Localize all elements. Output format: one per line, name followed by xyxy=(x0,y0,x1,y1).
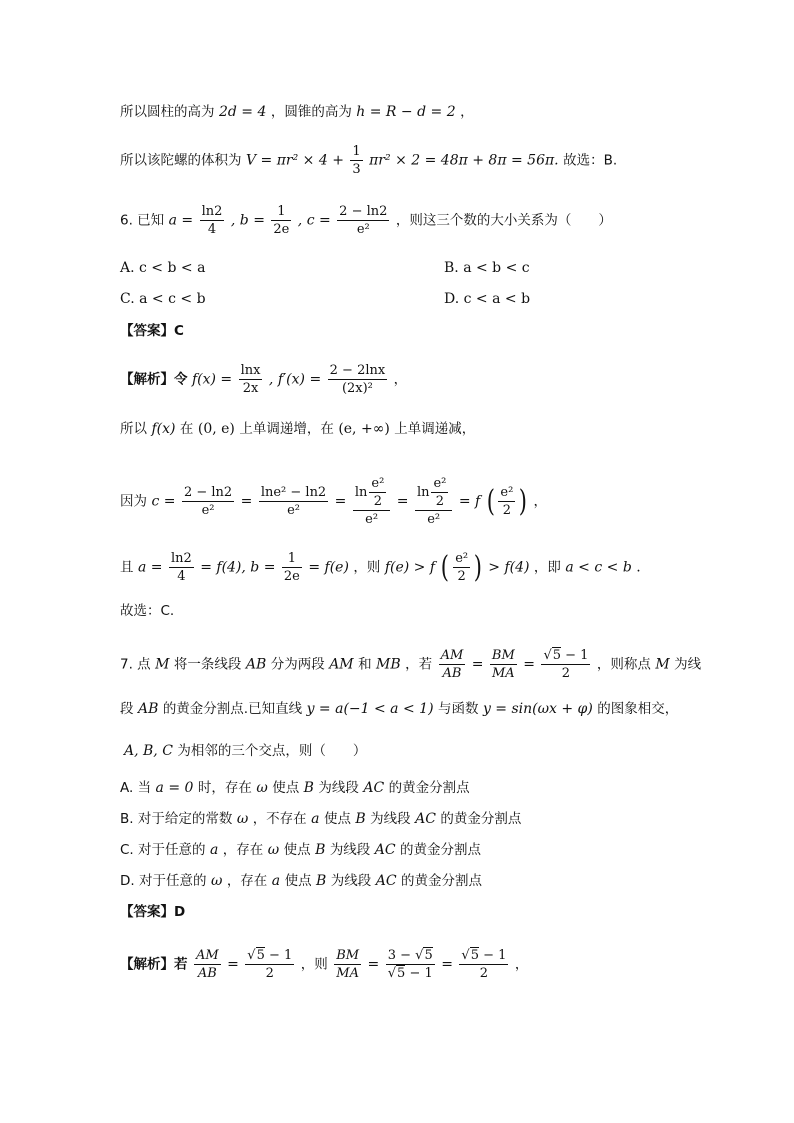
math: y = a(−1 < a < 1) xyxy=(306,701,434,717)
denominator: 2e xyxy=(273,222,290,237)
math: > f(4) xyxy=(488,559,530,576)
math: , b = xyxy=(230,212,265,229)
math: B xyxy=(303,780,314,796)
text: 的图象相交， xyxy=(597,701,679,717)
fraction xyxy=(453,550,470,585)
math: = xyxy=(441,956,453,973)
math: a xyxy=(209,842,219,858)
fraction xyxy=(239,362,263,397)
fraction xyxy=(259,484,328,519)
text-line-cylinder-height xyxy=(120,102,474,122)
text: 和 xyxy=(358,656,372,673)
text: ，则称点 xyxy=(596,656,651,673)
denominator: e² xyxy=(365,512,379,527)
numerator: BM xyxy=(491,648,515,663)
text: B. 对于给定的常数 xyxy=(120,811,233,827)
fraction xyxy=(200,203,225,238)
denominator: 2 xyxy=(265,966,274,981)
fraction xyxy=(415,475,452,528)
fraction xyxy=(182,484,234,519)
sqrt-content: 5 xyxy=(470,948,479,963)
text: 使点 xyxy=(272,780,300,796)
option-a xyxy=(120,778,470,798)
math: y = sin(ωx + φ) xyxy=(482,701,593,717)
text: 为线段 xyxy=(330,873,372,889)
denominator: √5 − 1 xyxy=(387,966,433,981)
denominator: AB xyxy=(442,666,462,681)
denominator: 2 xyxy=(561,666,571,681)
fraction xyxy=(194,947,221,982)
rest: − 1 xyxy=(405,966,433,981)
rest: − 1 xyxy=(478,948,507,963)
math: (0, e) xyxy=(197,421,235,437)
math: AC xyxy=(374,842,396,858)
text: 的黄金分割点 xyxy=(400,842,482,858)
text: 与函数 xyxy=(437,701,479,717)
question-7-stem-line-1 xyxy=(120,647,701,682)
math: = xyxy=(396,493,409,510)
text: 为线段 xyxy=(370,811,411,827)
denominator: MA xyxy=(336,966,359,981)
numerator: 1 xyxy=(352,144,361,159)
math: a < c < b xyxy=(565,559,632,576)
denominator: 4 xyxy=(177,569,186,584)
numerator: e² xyxy=(371,476,385,491)
text: 因为 xyxy=(120,493,147,510)
fraction xyxy=(334,947,361,982)
math: = xyxy=(523,656,535,673)
math: 2d = 4 xyxy=(218,104,267,120)
fraction xyxy=(271,203,291,238)
fraction xyxy=(541,647,590,682)
text: ，即 xyxy=(533,559,561,576)
math: a xyxy=(311,811,320,827)
numerator: 2 − 2lnx xyxy=(329,363,386,378)
numerator: AM xyxy=(440,648,464,663)
text: ， xyxy=(460,104,474,120)
math: = f xyxy=(458,493,481,510)
text: 分为两段 xyxy=(270,656,325,673)
text: 的黄金分割点 xyxy=(440,811,522,827)
math: f(e) > f xyxy=(384,559,436,576)
text: 为线段 xyxy=(318,780,359,796)
fraction xyxy=(490,647,517,682)
math: f(x) xyxy=(151,421,176,437)
math: V = πr² × 4 + xyxy=(245,152,349,169)
math: ω xyxy=(210,873,223,889)
math: a = 0 xyxy=(155,780,194,796)
text: 使点 xyxy=(323,811,351,827)
sqrt-content: 5 xyxy=(424,948,433,963)
right-paren: ) xyxy=(473,549,483,585)
text: A. 当 xyxy=(120,780,152,796)
text: 使点 xyxy=(283,842,311,858)
text: C. 对于任意的 xyxy=(120,842,206,858)
math: M xyxy=(155,656,170,673)
question-number: 7. 点 xyxy=(120,656,151,673)
analysis-line-1 xyxy=(120,362,407,397)
fraction xyxy=(245,947,294,982)
text: 上单调递减， xyxy=(394,421,476,437)
analysis-label: 【解析】令 xyxy=(120,371,188,388)
fraction xyxy=(328,362,388,397)
text: 为相邻的三个交点，则（ ） xyxy=(177,743,367,759)
text: ，存在 xyxy=(222,842,264,858)
question-7-stem-line-3 xyxy=(124,741,366,761)
pre: 3 − xyxy=(387,948,416,963)
option-b xyxy=(120,809,521,829)
denominator: 2 xyxy=(502,503,511,518)
math: ω xyxy=(267,842,280,858)
math: = xyxy=(334,493,347,510)
math: a = xyxy=(168,212,194,229)
fraction xyxy=(386,947,435,982)
denominator: e² xyxy=(356,222,370,237)
text-line-volume xyxy=(120,143,617,178)
fraction xyxy=(459,947,508,982)
math: = xyxy=(227,956,239,973)
text: 的黄金分割点.已知直线 xyxy=(162,701,303,717)
denominator: e² xyxy=(427,512,441,527)
numerator: BM xyxy=(336,948,360,963)
analysis-label: 【解析】若 xyxy=(120,956,188,973)
denominator: 2 xyxy=(435,494,445,509)
text: 使点 xyxy=(284,873,312,889)
denominator: 2 xyxy=(373,494,382,509)
denominator: 3 xyxy=(352,162,361,177)
numerator: e² xyxy=(433,476,447,491)
denominator: 2 xyxy=(479,966,489,981)
analysis-line-2 xyxy=(120,419,475,439)
denominator: 2x xyxy=(242,381,259,396)
ln-text: ln xyxy=(354,485,368,500)
text: 所以该陀螺的体积为 xyxy=(120,152,242,169)
ln-text: ln xyxy=(416,485,430,500)
answer-label: 【答案】D xyxy=(120,904,186,920)
fraction xyxy=(337,203,389,238)
math: AC xyxy=(415,811,436,827)
text: 的黄金分割点 xyxy=(401,873,483,889)
math: B xyxy=(355,811,366,827)
question-7-stem-line-2 xyxy=(120,699,678,719)
math: AM xyxy=(329,656,354,673)
numerator: lnx xyxy=(240,363,261,378)
text: ，若 xyxy=(405,656,433,673)
text: ， xyxy=(393,371,408,388)
numerator: 2 − ln2 xyxy=(339,204,388,219)
math: AC xyxy=(363,780,385,796)
math: , f′(x) = xyxy=(268,371,322,388)
denominator: AB xyxy=(197,966,217,981)
numerator: AM xyxy=(195,948,219,963)
text: ， xyxy=(533,493,547,510)
text: 上单调递增，在 xyxy=(239,421,334,437)
math: MB xyxy=(376,656,401,673)
math: h = R − d = 2 xyxy=(356,104,456,120)
text: 时，存在 xyxy=(197,780,252,796)
text: ，不存在 xyxy=(252,811,307,827)
numerator: ln2 xyxy=(170,551,192,566)
math: ω xyxy=(256,780,268,796)
math: , c = xyxy=(297,212,331,229)
numerator: √5 − 1 xyxy=(461,948,507,963)
text: 的黄金分割点 xyxy=(388,780,470,796)
sqrt-content: 5 xyxy=(256,948,265,963)
fraction xyxy=(282,550,302,585)
rest: − 1 xyxy=(264,948,293,963)
denominator: e² xyxy=(287,503,300,518)
numerator xyxy=(353,475,390,511)
text: 在 xyxy=(179,421,194,437)
numerator: √5 − 1 xyxy=(247,948,293,963)
numerator: 1 xyxy=(282,550,302,568)
math: = f(4), b = xyxy=(200,559,276,576)
text: 所以 xyxy=(120,421,147,437)
sqrt-content: 5 xyxy=(552,648,562,663)
denominator: MA xyxy=(492,666,515,681)
math: B xyxy=(316,873,327,889)
text: D. 对于任意的 xyxy=(120,873,207,889)
text: 段 xyxy=(120,701,134,717)
text: ，存在 xyxy=(226,873,268,889)
math: c = xyxy=(151,493,176,510)
conclusion: 故选：C. xyxy=(120,603,175,619)
left-paren: ( xyxy=(486,483,495,519)
numerator xyxy=(415,475,452,511)
math: = xyxy=(471,656,484,673)
math: a xyxy=(271,873,281,889)
text: 将一条线段 xyxy=(173,656,242,673)
numerator: e² xyxy=(500,485,514,500)
math: AC xyxy=(375,873,397,889)
inner-fraction xyxy=(369,475,386,510)
text: 为线段 xyxy=(329,842,371,858)
inner-fraction xyxy=(431,475,448,510)
text: 且 xyxy=(120,559,134,576)
analysis-line-q7 xyxy=(120,947,528,982)
numerator: ln2 xyxy=(201,204,223,219)
math: M xyxy=(655,656,670,673)
fraction xyxy=(498,484,515,519)
option-a: A. c < b < a xyxy=(120,260,206,276)
numerator: 3 − √5 xyxy=(387,948,433,963)
text: ，则这三个数的大小关系为（ ） xyxy=(395,212,612,229)
question-number: 6. 已知 xyxy=(120,212,165,229)
math: AB xyxy=(137,701,159,717)
text: ，则 xyxy=(300,956,328,973)
math: B xyxy=(315,842,326,858)
text: ，圆锥的高为 xyxy=(270,104,352,120)
left-paren: ( xyxy=(441,549,450,585)
fraction xyxy=(169,550,194,585)
fraction xyxy=(350,143,362,178)
analysis-line-4 xyxy=(120,550,641,585)
text: 所以圆柱的高为 xyxy=(120,104,215,120)
numerator: 2 − ln2 xyxy=(183,485,233,500)
math: (e, +∞) xyxy=(338,421,390,437)
sqrt-content: 5 xyxy=(397,966,406,981)
denominator: 2e xyxy=(283,569,300,584)
math: f(x) = xyxy=(191,371,233,388)
denominator: e² xyxy=(201,503,215,518)
answer-label: 【答案】C xyxy=(120,323,184,339)
option-b: B. a < b < c xyxy=(444,260,530,276)
fraction xyxy=(439,647,466,682)
denominator: (2x)² xyxy=(341,381,373,396)
denominator: 2 xyxy=(457,569,466,584)
rest: − 1 xyxy=(561,648,589,663)
math: ω xyxy=(236,811,249,827)
analysis-line-3 xyxy=(120,475,547,528)
numerator: 1 xyxy=(271,203,291,221)
math: a = xyxy=(137,559,163,576)
right-paren: ) xyxy=(519,483,528,519)
math: πr² × 2 = 48π + 8π = 56π. xyxy=(369,152,559,169)
question-6-stem xyxy=(120,203,612,238)
fraction xyxy=(353,475,390,528)
option-c xyxy=(120,840,481,860)
option-c: C. a < c < b xyxy=(120,291,206,307)
text: ，则 xyxy=(353,559,381,576)
math: AB xyxy=(245,656,267,673)
option-d xyxy=(120,871,482,891)
numerator: √5 − 1 xyxy=(543,648,589,663)
math: = f(e) xyxy=(308,559,349,576)
denominator: 4 xyxy=(207,222,217,237)
option-d: D. c < a < b xyxy=(444,291,531,307)
text: 为线 xyxy=(674,656,702,673)
text: . xyxy=(636,559,641,576)
math: A, B, C xyxy=(124,743,173,759)
text: 故选：B. xyxy=(563,152,618,169)
numerator: e² xyxy=(455,551,469,566)
math: = xyxy=(367,956,380,973)
text: ， xyxy=(514,956,529,973)
numerator: lne² − ln2 xyxy=(260,485,327,500)
math: = xyxy=(240,493,253,510)
